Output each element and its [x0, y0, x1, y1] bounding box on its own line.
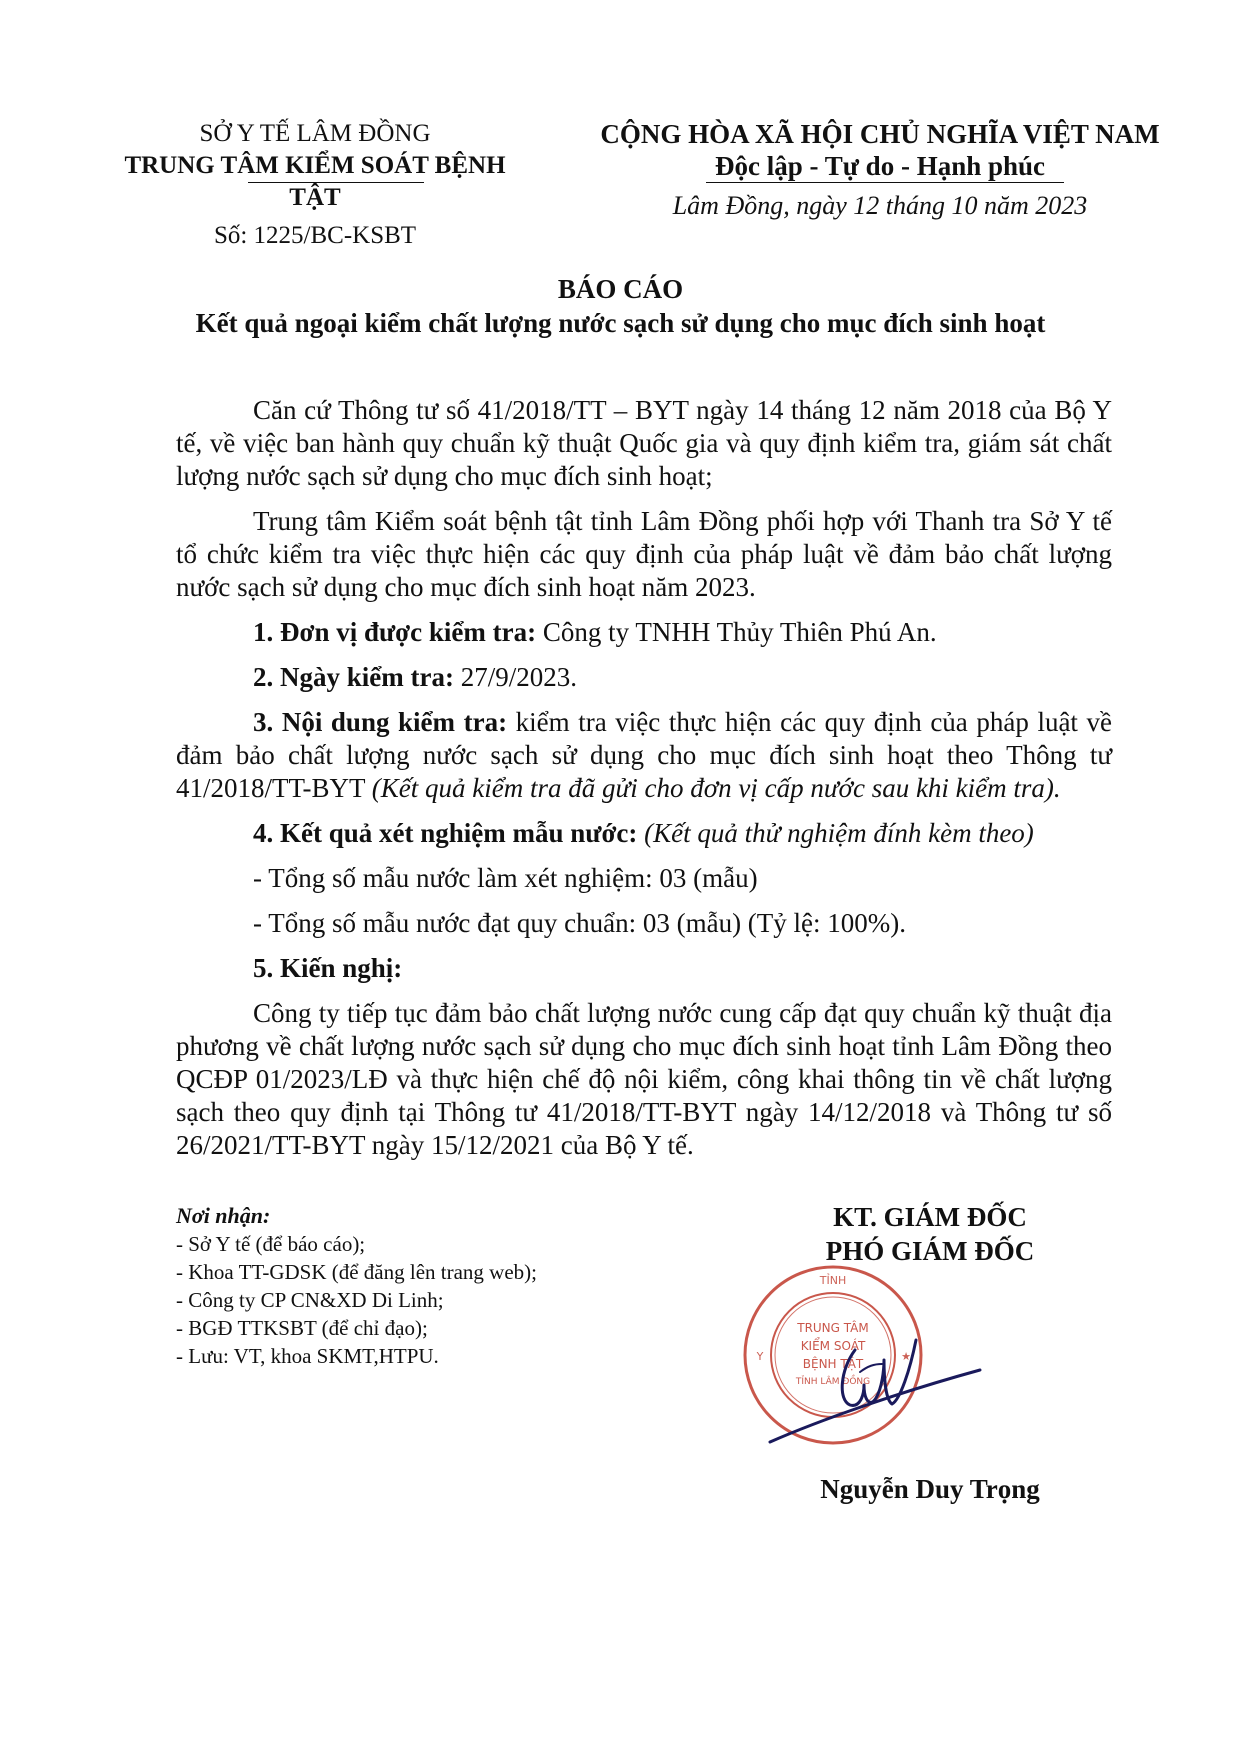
svg-text:BỆNH TẬT: BỆNH TẬT — [802, 1357, 864, 1371]
signature-title — [720, 1200, 1140, 1268]
document-number: Số: 1225/BC-KSBT — [213, 222, 417, 249]
svg-text:KIỂM SOÁT: KIỂM SOÁT — [800, 1339, 866, 1353]
svg-text:Y: Y — [756, 1350, 764, 1363]
signer-authority: KT. GIÁM ĐỐC — [833, 1202, 1027, 1232]
item-inspected-unit — [176, 616, 1112, 649]
recipients-block — [176, 1202, 646, 1370]
report-title — [0, 272, 1241, 340]
item-inspection-content — [176, 706, 1112, 805]
recipient-item: - BGĐ TTKSBT (để chỉ đạo); — [176, 1316, 428, 1340]
item4-label: 4. Kết quả xét nghiệm mẫu nước: — [253, 818, 638, 848]
legal-basis-paragraph: Căn cứ Thông tư số 41/2018/TT – BYT ngày 14 tháng 12 năm 2018 của Bộ Y tế, về việc ban hành quy chuẩn kỹ thuật Quốc gia và quy định kiểm tra, giám sát chất lượng nước sạch sử dụng cho mục đích sinh hoạt; — [176, 395, 1112, 491]
item-test-results — [176, 817, 1112, 850]
issuing-agency-block — [100, 118, 530, 252]
item-inspection-date — [176, 661, 1112, 694]
report-heading: BÁO CÁO — [557, 274, 684, 304]
country-name: CỘNG HÒA XÃ HỘI CHỦ NGHĨA VIỆT NAM — [600, 119, 1160, 149]
recipients-label: Nơi nhận: — [176, 1203, 271, 1228]
item2-text: 27/9/2023. — [453, 662, 577, 692]
report-body — [176, 394, 1112, 1174]
recipient-item: - Lưu: VT, khoa SKMT,HTPU. — [176, 1344, 439, 1368]
signer-name: Nguyễn Duy Trọng — [820, 1474, 1040, 1504]
purpose-paragraph: Trung tâm Kiểm soát bệnh tật tỉnh Lâm Đồng phối hợp với Thanh tra Sở Y tế tổ chức kiểm tra việc thực hiện các quy định của pháp luật về đảm bảo chất lượng nước sạch sử dụng cho mục đích sinh hoạt năm 2023. — [176, 506, 1112, 602]
item2-label: 2. Ngày kiểm tra: — [253, 662, 454, 692]
signer-position: PHÓ GIÁM ĐỐC — [825, 1236, 1035, 1266]
national-motto-block — [570, 118, 1190, 222]
recommendation-text: Công ty tiếp tục đảm bảo chất lượng nước cung cấp đạt quy chuẩn kỹ thuật địa phương về chất lượng nước sạch sử dụng cho mục đích sinh hoạt tỉnh Lâm Đồng theo QCĐP 01/2023/LĐ và thực hiện chế độ nội kiểm, công khai thông tin về chất lượng sạch theo quy định tại Thông tư 41/2018/TT-BYT ngày 14/12/2018 và Thông tư số 26/2021/TT-BYT ngày 15/12/2021 của Bộ Y tế. — [176, 998, 1112, 1160]
svg-text:TỈNH: TỈNH — [819, 1274, 847, 1287]
total-samples-line: - Tổng số mẫu nước làm xét nghiệm: 03 (mẫu) — [253, 863, 758, 893]
svg-text:TRUNG TÂM: TRUNG TÂM — [797, 1321, 869, 1335]
item5-label: 5. Kiến nghị: — [253, 953, 403, 983]
issuing-agency: TRUNG TÂM KIỂM SOÁT BỆNH TẬT — [124, 152, 506, 211]
item1-text: Công ty TNHH Thủy Thiên Phú An. — [536, 617, 937, 647]
item3-text: kiểm tra việc thực hiện các quy định của pháp luật về đảm bảo chất lượng nước sạch sử dụng cho mục đích sinh hoạt theo Thông tư 41/2018/TT-BYT — [176, 707, 1112, 803]
document-date: Lâm Đồng, ngày 12 tháng 10 năm 2023 — [672, 191, 1088, 220]
recipient-item: - Khoa TT-GDSK (để đăng lên trang web); — [176, 1260, 537, 1284]
passed-samples-line: - Tổng số mẫu nước đạt quy chuẩn: 03 (mẫu) (Tỷ lệ: 100%). — [253, 908, 907, 938]
svg-text:TỈNH LÂM ĐỒNG: TỈNH LÂM ĐỒNG — [795, 1377, 871, 1387]
parent-agency: SỞ Y TẾ LÂM ĐỒNG — [199, 120, 431, 147]
svg-text:★: ★ — [901, 1350, 911, 1363]
motto: Độc lập - Tự do - Hạnh phúc — [714, 151, 1046, 181]
item4-note: (Kết quả thử nghiệm đính kèm theo) — [637, 818, 1034, 848]
motto-underline — [706, 182, 1064, 183]
recipient-item: - Công ty CP CN&XD Di Linh; — [176, 1288, 444, 1312]
item-recommendation — [176, 952, 1112, 985]
recipient-item: - Sở Y tế (để báo cáo); — [176, 1232, 366, 1256]
handwritten-signature — [760, 1300, 1010, 1450]
item3-note: (Kết quả kiểm tra đã gửi cho đơn vị cấp nước sau khi kiểm tra). — [371, 773, 1061, 803]
item3-label: 3. Nội dung kiểm tra: — [253, 707, 508, 737]
report-subheading: Kết quả ngoại kiểm chất lượng nước sạch sử dụng cho mục đích sinh hoạt — [195, 308, 1046, 338]
item1-label: 1. Đơn vị được kiểm tra: — [253, 617, 537, 647]
agency-underline — [248, 182, 424, 183]
